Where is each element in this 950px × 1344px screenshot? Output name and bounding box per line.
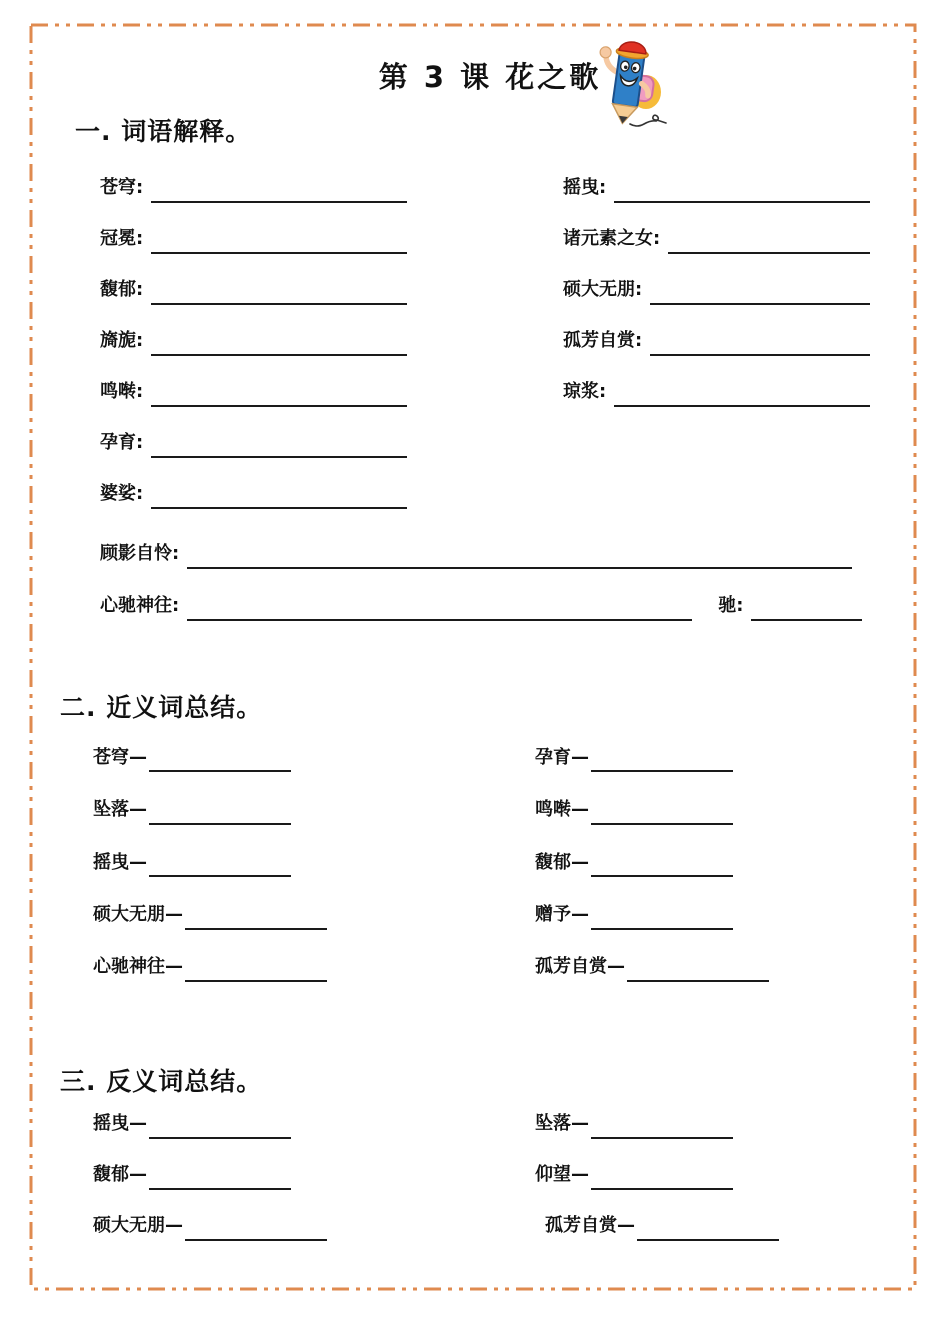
word-row	[100, 148, 407, 199]
answer-blank[interactable]	[185, 1235, 327, 1241]
word-label: 鸣啭—	[535, 799, 589, 821]
word-row	[563, 301, 870, 352]
word-label: 顾影自怜:	[100, 543, 180, 565]
word-label: 孕育—	[535, 746, 589, 768]
word-row	[545, 1186, 779, 1237]
word-label: 硕大无朋—	[93, 903, 183, 925]
section-2-left-column	[93, 716, 327, 978]
word-label: 孤芳自赏—	[535, 956, 625, 978]
word-label: 婆娑:	[100, 483, 144, 505]
section-3-right-column	[535, 1084, 779, 1237]
word-row	[535, 716, 769, 768]
word-label: 摇曳—	[93, 851, 147, 873]
word-label: 赠予—	[535, 903, 589, 925]
word-row	[563, 250, 870, 301]
word-label: 诸元素之女:	[563, 228, 661, 250]
word-label: 冠冕:	[100, 228, 144, 250]
word-label: 硕大无朋—	[93, 1215, 183, 1237]
page-title: 第 3 课 花之歌	[378, 60, 602, 94]
word-label: 硕大无朋:	[563, 279, 643, 301]
word-label: 鸣啭:	[100, 381, 144, 403]
section-3-left-column	[93, 1084, 327, 1237]
section-2-heading: 二. 近义词总结。	[60, 693, 263, 722]
word-label: 馥郁—	[93, 1164, 147, 1186]
answer-blank[interactable]	[185, 976, 327, 982]
word-row	[535, 1084, 779, 1135]
word-row	[93, 926, 327, 978]
word-label: 馥郁:	[100, 279, 144, 301]
word-label: 仰望—	[535, 1164, 589, 1186]
word-label: 旖旎:	[100, 330, 144, 352]
word-row	[535, 821, 769, 873]
answer-blank[interactable]	[614, 401, 870, 407]
word-row	[100, 403, 407, 454]
word-row	[535, 926, 769, 978]
section-1-left-column	[100, 148, 407, 505]
word-row	[563, 352, 870, 403]
word-label: 驰:	[718, 595, 744, 617]
word-label: 孕育:	[100, 432, 144, 454]
section-1-heading: 一. 词语解释。	[75, 117, 252, 146]
answer-blank[interactable]	[151, 503, 407, 509]
answer-blank[interactable]	[637, 1235, 779, 1241]
word-label: 摇曳—	[93, 1113, 147, 1135]
word-label: 苍穹—	[93, 746, 147, 768]
word-label: 琼浆:	[563, 381, 607, 403]
word-row	[93, 1135, 327, 1186]
word-label: 心驰神往:	[100, 595, 180, 617]
word-row	[100, 352, 407, 403]
word-row	[563, 148, 870, 199]
word-row	[535, 768, 769, 820]
word-row	[535, 873, 769, 925]
word-row	[93, 821, 327, 873]
word-row	[100, 199, 407, 250]
word-row	[93, 1186, 327, 1237]
word-row	[100, 250, 407, 301]
word-row	[100, 454, 407, 505]
answer-blank[interactable]	[627, 976, 769, 982]
word-label: 馥郁—	[535, 851, 589, 873]
word-label: 心驰神往—	[93, 956, 183, 978]
word-row	[93, 1084, 327, 1135]
answer-blank[interactable]	[187, 615, 692, 621]
word-row	[535, 1135, 779, 1186]
word-row	[100, 301, 407, 352]
word-row	[93, 716, 327, 768]
word-label: 孤芳自赏—	[545, 1215, 635, 1237]
word-row	[93, 768, 327, 820]
word-label: 坠落—	[535, 1113, 589, 1135]
word-row	[563, 199, 870, 250]
answer-blank[interactable]	[751, 615, 862, 621]
word-row	[100, 572, 862, 617]
section-3-heading: 三. 反义词总结。	[60, 1067, 263, 1096]
pencil-mascot-icon	[594, 40, 668, 130]
word-row	[93, 873, 327, 925]
word-label: 孤芳自赏:	[563, 330, 643, 352]
word-row	[100, 520, 852, 565]
section-2-right-column	[535, 716, 769, 978]
word-label: 苍穹:	[100, 177, 144, 199]
answer-blank[interactable]	[187, 563, 852, 569]
word-label: 摇曳:	[563, 177, 607, 199]
word-label: 坠落—	[93, 799, 147, 821]
section-1-right-column	[563, 148, 870, 403]
